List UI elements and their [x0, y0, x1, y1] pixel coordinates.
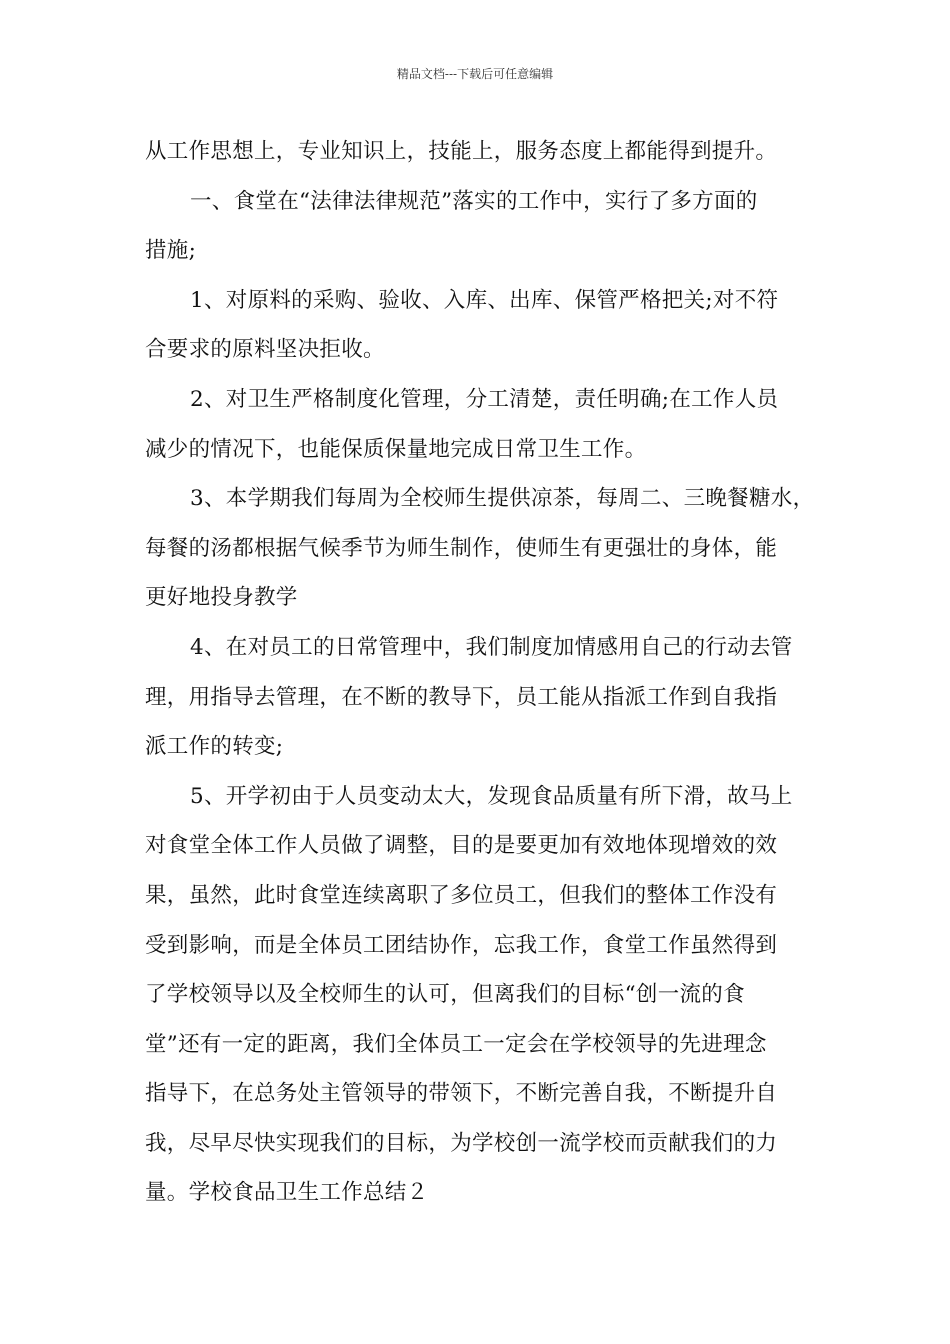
text-line: 量。学校食品卫生工作总结２ — [145, 1180, 429, 1206]
paragraph-start-line: 5、开学初由于人员变动太大，发现食品质量有所下滑，故马上 — [190, 783, 793, 809]
text-line: 堂”还有一定的距离，我们全体员工一定会在学校领导的先进理念 — [145, 1031, 767, 1057]
paragraph-start-line: 3、本学期我们每周为全校师生提供凉茶，每周二、三晚餐糖水， — [190, 486, 815, 512]
text-line: 派工作的转变; — [145, 734, 284, 760]
page-header: 精品文档---下载后可任意编辑 — [396, 67, 554, 81]
text-line: 受到影响，而是全体员工团结协作，忘我工作，食堂工作虽然得到 — [145, 932, 778, 958]
text-line: 果，虽然，此时食堂连续离职了多位员工，但我们的整体工作没有 — [145, 882, 778, 908]
text-line: 措施; — [145, 238, 197, 264]
text-line: 更好地投身教学 — [145, 585, 298, 611]
document-body — [145, 127, 820, 1218]
text-line: 我，尽早尽快实现我们的目标，为学校创一流学校而贡献我们的力 — [145, 1130, 778, 1156]
paragraph-start-line: 4、在对员工的日常管理中，我们制度加情感用自己的行动去管 — [190, 634, 793, 660]
paragraph-start-line: 1、对原料的采购、验收、入库、出库、保管严格把关;对不符 — [190, 287, 779, 313]
text-line: 合要求的原料坚决拒收。 — [145, 337, 385, 363]
text-line: 了学校领导以及全校师生的认可，但离我们的目标“创一流的食 — [145, 982, 745, 1008]
text-line: 对食堂全体工作人员做了调整，目的是要更加有效地体现增效的效 — [145, 833, 778, 859]
paragraph-start-line: 一、食堂在“法律法律规范”落实的工作中，实行了多方面的 — [190, 188, 758, 214]
text-line: 从工作思想上，专业知识上，技能上，服务态度上都能得到提升。 — [145, 139, 778, 164]
text-line: 理，用指导去管理，在不断的教导下，员工能从指派工作到自我指 — [145, 684, 778, 710]
text-line: 每餐的汤都根据气候季节为师生制作，使师生有更强壮的身体，能 — [145, 535, 778, 561]
text-line: 指导下，在总务处主管领导的带领下，不断完善自我，不断提升自 — [145, 1081, 778, 1107]
text-line: 减少的情况下，也能保质保量地完成日常卫生工作。 — [145, 436, 647, 462]
paragraph-start-line: 2、对卫生严格制度化管理，分工清楚，责任明确;在工作人员 — [190, 386, 779, 412]
